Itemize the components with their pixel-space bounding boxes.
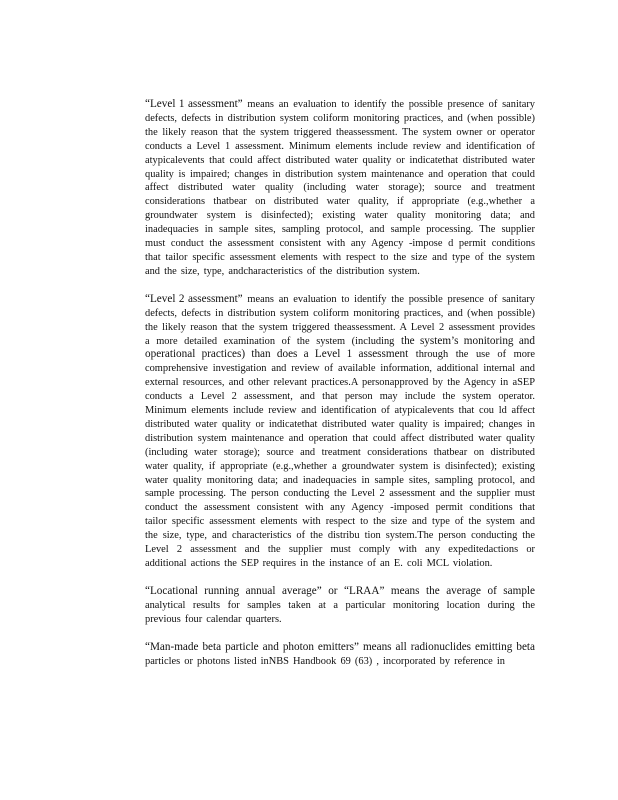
definition-lraa	[145, 585, 535, 627]
document-body	[145, 98, 535, 682]
definition-text: through the use of more comprehensive investigation and review of available information, additional internal and external resources, and other relevant practices.A personapproved by the Agency in aSEP conducts a Level 2 assessment, and that person may include the system operator. Minimum elements include review and identification of atypicalevents that cou ld affect distributed water quality or indicatethat distributed water quality is impaired; changes in distribution system maintenance and operation that could affect distributed water quality (including water storage); source and treatment considerations thatbear on distributed water quality, if appropriate (e.g.,whether a groundwater system is disinfected); existing water quality monitoring data; and inadequacies in sample sites, sampling protocol, and sample processing. The person conducting the Level 2 assessment and the supplier must conduct the assessment consistent with any Agency -imposed permit conditions that tailor specific assessment elements with respect to the size and type of the system and the size, type, and characteristics of the distribu tion system.The person conducting the Level 2 assessment and the supplier must comply with any expeditedactions or additional actions the SEP requires in the instance of an E. coli MCL violation.	[145, 349, 535, 569]
definition-text: analytical results for samples taken at a particular monitoring location during the previous four calendar quarters.	[145, 599, 535, 625]
definition-term: “Level 1 assessment”	[145, 98, 243, 110]
definition-text: particles or photons listed inNBS Handbook 69 (63) , incorporated by reference in	[145, 655, 505, 667]
definition-level-1-assessment	[145, 98, 535, 279]
definition-man-made-beta-particle	[145, 641, 535, 669]
definition-term: “Level 2 assessment”	[145, 292, 243, 305]
definition-level-2-assessment	[145, 293, 535, 571]
definition-text: means an evaluation to identify the possible presence of sanitary defects, defects in distribution system coliform monitoring practices, and (when possible) the likely reason that the system triggered theassessment. A Level 2 assessment provides a more detailed examination of the system (including	[145, 293, 535, 347]
definition-text-large: the system’s monitoring and operational practices) than does a Level 1 assessment	[145, 334, 535, 361]
definition-lead: “Man-made beta particle and photon emitters” means all radionuclides emitting beta	[145, 640, 535, 653]
definition-text: means an evaluation to identify the possible presence of sanitary defects, defects in distribution system coliform monitoring practices, and (when possible) the likely reason that the system triggered theassessment. The system owner or operator conducts a Level 1 assessment. Minimum elements include review and identification of atypicalevents that could affect distributed water quality or indicatethat distributed water quality is impaired; changes in distribution system maintenance and operation that could affect distributed water quality (including water storage); source and treatment considerations thatbear on distributed water quality, if appropriate (e.g.,whether a groundwater system is disinfected); existing water quality monitoring data; and inadequacies in sample sites, sampling protocol, and sample processing. The supplier must conduct the assessment consistent with any Agency -impose d permit conditions that tailor specific assessment elements with respect to the size and type of the system and the size, type, andcharacteristics of the distribution system.	[145, 99, 535, 277]
definition-lead: “Locational running annual average” or “LRAA” means the average of sample	[145, 584, 535, 597]
